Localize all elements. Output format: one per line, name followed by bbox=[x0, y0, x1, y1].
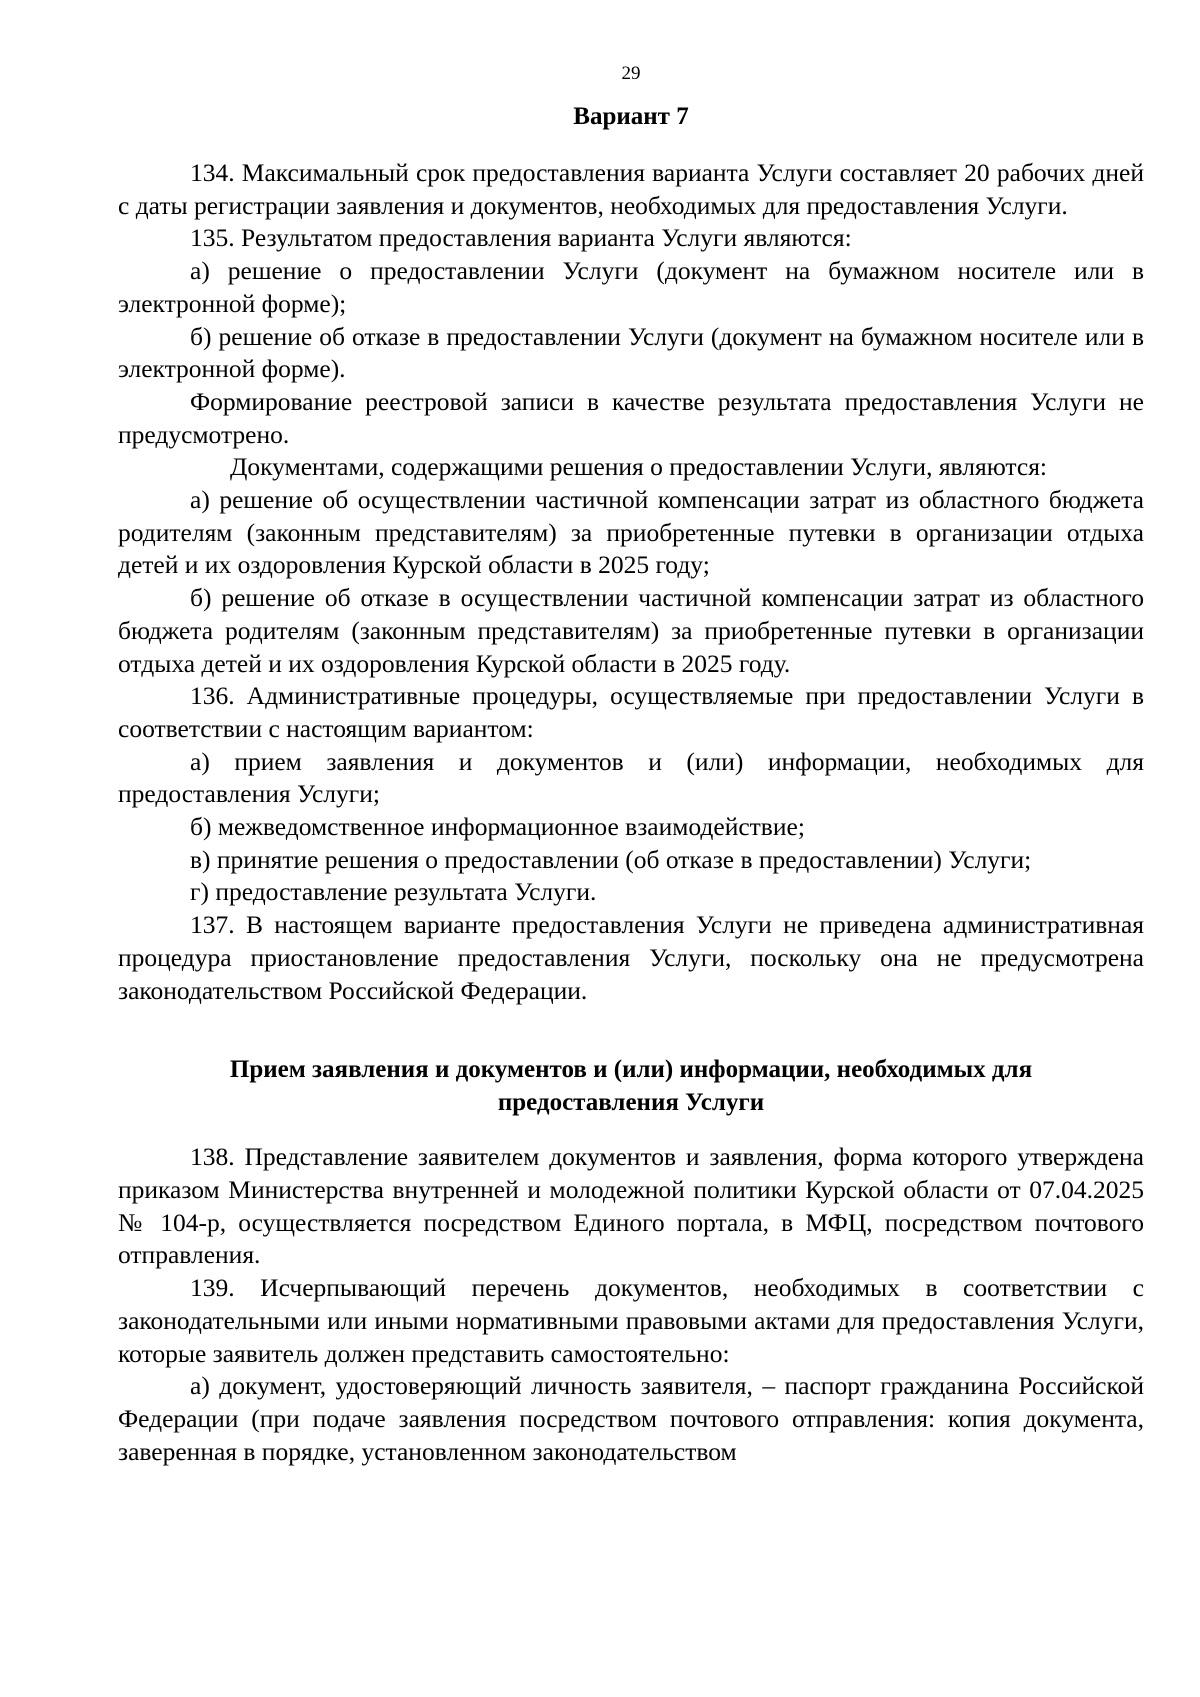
paragraph-documents-intro: Документами, содержащими решения о предоставлении Услуги, являются: bbox=[230, 452, 1048, 482]
paragraph-139: 139. Исчерпывающий перечень документов, необходимых в соответствии с законодательными или иными нормативными правовыми актами для предоставления Услуги, которые заявитель должен представить самостоятельно: bbox=[118, 1273, 1144, 1368]
document-page bbox=[118, 60, 1144, 1468]
page-number: 29 bbox=[621, 63, 641, 84]
paragraph-136: 136. Административные процедуры, осуществляемые при предоставлении Услуги в соответствии с настоящим вариантом: bbox=[118, 681, 1144, 743]
section-body bbox=[118, 1141, 1144, 1468]
paragraph-136-g: г) предоставление результата Услуги. bbox=[190, 877, 597, 907]
paragraph-137: 137. В настоящем варианте предоставления Услуги не приведена административная процедура приостановление предоставления Услуги, поскольку она не предусмотрена законодательством Российской Федерации. bbox=[118, 910, 1144, 1005]
paragraph-136-b: б) межведомственное информационное взаимодействие; bbox=[190, 812, 805, 842]
paragraph-139-a: а) документ, удостоверяющий личность заявителя, – паспорт гражданина Российской Федерации (при подаче заявления посредством почтового отправления: копия документа, заверенная в порядке, установленном законодательством bbox=[118, 1371, 1144, 1466]
paragraph-135-a: а) решение о предоставлении Услуги (документ на бумажном носителе или в электронной форме); bbox=[118, 256, 1144, 318]
paragraph-135-b: б) решение об отказе в предоставлении Услуги (документ на бумажном носителе или в электронной форме). bbox=[118, 321, 1144, 384]
paragraph-134: 134. Максимальный срок предоставления варианта Услуги составляет 20 рабочих дней с даты регистрации заявления и документов, необходимых для предоставления Услуги. bbox=[118, 158, 1144, 220]
paragraph-136-a: а) прием заявления и документов и (или) информации, необходимых для предоставления Услуги; bbox=[118, 746, 1144, 809]
paragraph-136-v: в) принятие решения о предоставлении (об отказе в предоставлении) Услуги; bbox=[190, 844, 1032, 874]
paragraph-135: 135. Результатом предоставления варианта Услуги являются: bbox=[190, 223, 852, 253]
paragraph-documents-b: б) решение об отказе в осуществлении частичной компенсации затрат из областного бюджета родителям (законным представителям) за приобретенные путевки в организации отдыха детей и их оздоровления Курской области в 2025 году. bbox=[118, 583, 1144, 678]
paragraph-documents-a: а) решение об осуществлении частичной компенсации затрат из областного бюджета родителям (законным представителям) за приобретенные путевки в организации отдыха детей и их оздоровления Курской области в 2025 году; bbox=[118, 485, 1144, 580]
variant-heading: Вариант 7 bbox=[573, 103, 689, 130]
section-heading bbox=[118, 1053, 1144, 1119]
section-heading-line-2: предоставления Услуги bbox=[497, 1089, 765, 1117]
paragraph-138: 138. Представление заявителем документов и заявления, форма которого утверждена приказом Министерства внутренней и молодежной политики Курской области от 07.04.2025 № 104-р, осуществляется посредством Единого портала, в МФЦ, посредством почтового отправления. bbox=[118, 1142, 1144, 1270]
paragraph-registry-note: Формирование реестровой записи в качестве результата предоставления Услуги не предусмотрено. bbox=[118, 386, 1144, 449]
variant-body bbox=[118, 157, 1144, 1007]
section-heading-line-1: Прием заявления и документов и (или) информации, необходимых для bbox=[229, 1056, 1033, 1084]
